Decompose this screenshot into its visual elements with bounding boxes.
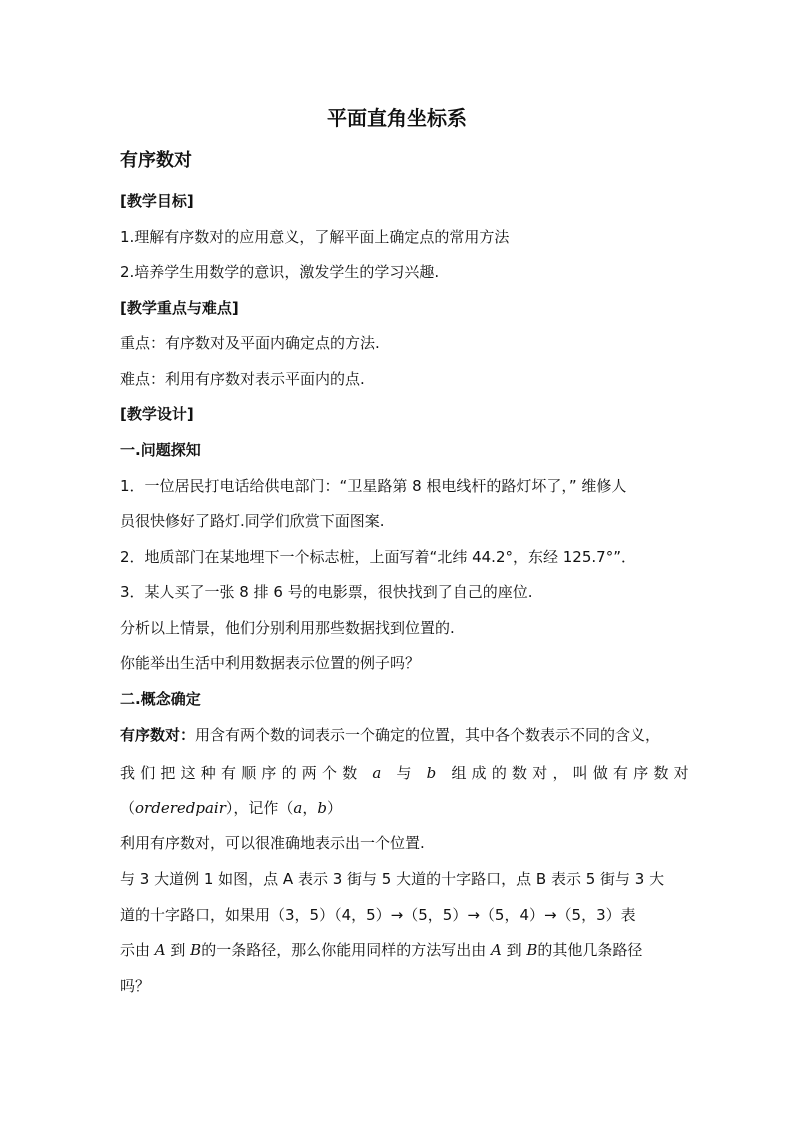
difficulty-text: 难点：利用有序数对表示平面内的点. [120,370,365,388]
variable-a: a [372,764,387,782]
definition-text: 我们把这种有顺序的两个数 [120,764,363,782]
example-line-3 [120,939,642,961]
definition-text: （ [120,799,136,817]
example-text: 的一条路径，那么你能用同样的方法写出由 [201,941,491,959]
definition-text: ） [326,799,342,817]
variable-b: b [426,764,442,782]
keypoints-heading: [教学重点与难点] [120,299,239,317]
point-b: B [190,941,202,959]
point-a: A [490,941,502,959]
point-b: B [526,941,538,959]
variable-b: b [317,799,327,817]
english-term: orderedpair [135,799,226,817]
goal-2: 2.培养学生用数学的意识，激发学生的学习兴趣. [120,263,440,281]
paragraph-5: 你能举出生活中利用数据表示位置的例子吗？ [120,654,421,672]
definition-term: 有序数对： [120,726,196,744]
point-a: A [154,941,166,959]
definition-line-3 [120,797,342,819]
example-line-2: 道的十字路口，如果用（3，5）（4，5）→（5，5）→（5，4）→（5，3）表 [120,906,636,924]
design-heading: [教学设计] [120,405,194,423]
paragraph-6: 利用有序数对，可以很准确地表示出一个位置. [120,834,425,852]
paragraph-2: 2．地质部门在某地埋下一个标志桩，上面写着“北纬 44.2°，东经 125.7°”． [120,548,636,566]
example-text: 到 [501,941,527,959]
example-text: 示由 [120,941,155,959]
example-line-4: 吗？ [120,977,151,995]
page-title: 平面直角坐标系 [327,106,467,130]
definition-text: ），记作（ [225,799,294,817]
definition-text: 组成的数对，叫做有序数对 [451,764,694,782]
variable-a: a [293,799,303,817]
goal-1: 1.理解有序数对的应用意义，了解平面上确定点的常用方法 [120,228,510,246]
keypoint-text: 重点：有序数对及平面内确定点的方法. [120,334,380,352]
paragraph-1-line-1: 1．一位居民打电话给供电部门：“卫星路第 8 根电线杆的路灯坏了，” 维修人 [120,477,627,495]
definition-text: 与 [396,764,417,782]
definition-text: ， [302,799,318,817]
example-text: 的其他几条路径 [537,941,643,959]
definition-line-2 [120,762,694,784]
part2-heading: 二.概念确定 [120,690,201,708]
definition-text: 用含有两个数的词表示一个确定的位置，其中各个数表示不同的含义， [195,726,661,744]
example-text: 到 [165,941,191,959]
paragraph-4: 分析以上情景，他们分别利用那些数据找到位置的. [120,619,455,637]
part1-heading: 一.问题探知 [120,441,201,459]
paragraph-3: 3．某人买了一张 8 排 6 号的电影票，很快找到了自己的座位. [120,583,533,601]
paragraph-1-line-2: 员很快修好了路灯.同学们欣赏下面图案. [120,512,385,530]
definition-line-1 [120,724,660,746]
example-line-1: 与 3 大道例 1 如图，点 A 表示 3 街与 5 大道的十字路口，点 B 表示 5 街与 3 大 [120,870,665,888]
goals-heading: [教学目标] [120,192,194,210]
section-heading: 有序数对 [120,150,192,171]
